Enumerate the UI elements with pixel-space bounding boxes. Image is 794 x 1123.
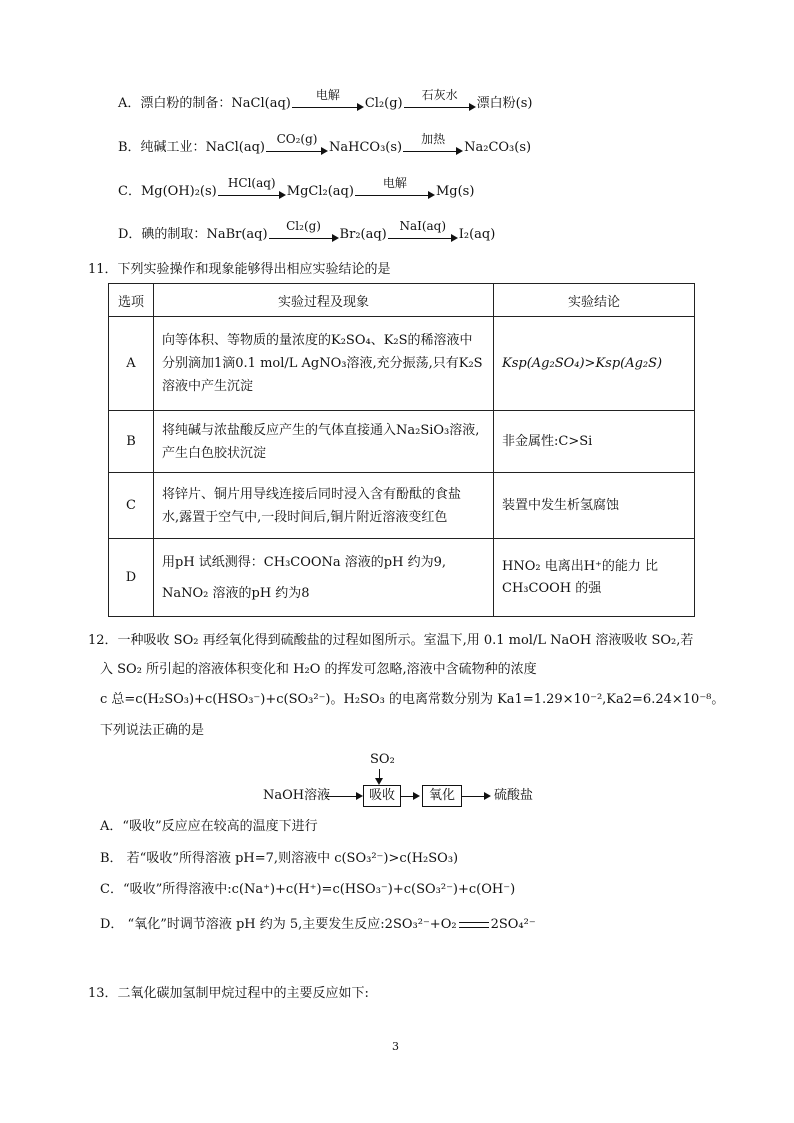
reaction-arrow bbox=[218, 176, 286, 204]
conclusion-line: 非金属性:C>Si bbox=[502, 433, 593, 449]
reaction-arrow bbox=[404, 88, 476, 116]
arrow-condition: 石灰水 bbox=[421, 88, 458, 102]
experiment-table bbox=[108, 283, 695, 617]
arrow-condition: HCl(aq) bbox=[227, 176, 276, 190]
conclusion-line: HNO₂ 电离出H⁺的能力 比 bbox=[502, 558, 659, 574]
table-header-row bbox=[109, 284, 695, 317]
reactant: NaCl(aq) bbox=[231, 96, 291, 111]
process-line: 分别滴加1滴0.1 mol/L AgNO₃溶液,充分振荡,只有K₂S bbox=[162, 356, 483, 371]
q10-option-d bbox=[118, 219, 496, 247]
option-label: D．碘的制取： bbox=[118, 227, 207, 242]
process-line: 用pH 试纸测得：CH₃COONa 溶液的pH 约为9, bbox=[162, 554, 447, 570]
reaction-arrow bbox=[292, 88, 364, 116]
process-line: 溶液中产生沉淀 bbox=[162, 379, 254, 394]
q13-stem: 13．二氧化碳加氢制甲烷过程中的主要反应如下: bbox=[88, 986, 369, 1001]
intermediate: Br₂(aq) bbox=[339, 227, 387, 242]
process-line: 水,露置于空气中,一段时间后,铜片附近溶液变红色 bbox=[162, 509, 448, 525]
flow-box-oxidize: 氧化 bbox=[422, 785, 462, 807]
reactant: NaBr(aq) bbox=[206, 227, 268, 242]
process-line: NaNO₂ 溶液的pH 约为8 bbox=[162, 585, 310, 601]
row-process bbox=[154, 473, 494, 539]
q12-stem-line1: 12．一种吸收 SO₂ 再经氧化得到硫酸盐的过程如图所示。室温下,用 0.1 mol/L NaOH 溶液吸收 SO₂,若 bbox=[88, 633, 694, 648]
q12-option-c: C．“吸收”所得溶液中:c(Na⁺)+c(H⁺)=c(HSO₃⁻)+c(SO₃²⁻)+c(OH⁻) bbox=[100, 882, 516, 897]
table-row bbox=[109, 473, 695, 539]
arrow-condition: 电解 bbox=[315, 88, 340, 102]
reaction-arrow bbox=[355, 176, 435, 204]
arrow-down-icon bbox=[375, 778, 383, 785]
header-process: 实验过程及现象 bbox=[154, 284, 494, 317]
option-label: C． bbox=[118, 184, 141, 199]
conclusion-line: Ksp(Ag₂SO₄)>Ksp(Ag₂S) bbox=[502, 355, 663, 371]
process-line: 将纯碱与浓盐酸反应产生的气体直接通入Na₂SiO₃溶液, bbox=[162, 422, 480, 438]
row-conclusion bbox=[494, 473, 695, 539]
q11-stem: 11．下列实验操作和现象能够得出相应实验结论的是 bbox=[88, 262, 391, 277]
flow-box-absorb: 吸收 bbox=[363, 785, 401, 807]
reactant: NaCl(aq) bbox=[205, 140, 266, 155]
q12-stem-line3: c 总=c(H₂SO₃)+c(HSO₃⁻)+c(SO₃²⁻)。H₂SO₃ 的电离常数分别为 Ka1=1.29×10⁻²,Ka2=6.24×10⁻⁸。 bbox=[100, 692, 725, 707]
q10-option-a bbox=[118, 88, 533, 116]
arrow-right-icon bbox=[484, 792, 491, 800]
row-conclusion bbox=[494, 317, 695, 411]
table-row bbox=[109, 411, 695, 473]
page-number: 3 bbox=[392, 1040, 399, 1053]
row-option: C bbox=[109, 473, 154, 539]
option-label: A．漂白粉的制备： bbox=[118, 96, 232, 111]
header-option: 选项 bbox=[109, 284, 154, 317]
intermediate: NaHCO₃(s) bbox=[329, 140, 403, 155]
conclusion-line: CH₃COOH 的强 bbox=[502, 580, 602, 596]
option-text: D． “氧化”时调节溶液 pH 约为 5,主要发生反应:2SO₃²⁻+O₂ bbox=[100, 917, 457, 932]
flow-start-label: NaOH溶液 bbox=[263, 788, 331, 803]
q10-option-c bbox=[118, 176, 475, 204]
header-conclusion: 实验结论 bbox=[494, 284, 695, 317]
reactant: Mg(OH)₂(s) bbox=[140, 184, 217, 199]
flow-input-label: SO₂ bbox=[370, 752, 395, 767]
equals-sign bbox=[459, 922, 489, 928]
arrow-right-icon bbox=[413, 792, 420, 800]
q12-option-d bbox=[100, 913, 536, 937]
product: I₂(aq) bbox=[458, 227, 496, 242]
option-label: B．纯碱工业： bbox=[118, 140, 206, 155]
row-process bbox=[154, 317, 494, 411]
q12-option-a: A．“吸收”反应应在较高的温度下进行 bbox=[100, 819, 318, 834]
intermediate: MgCl₂(aq) bbox=[286, 184, 354, 199]
intermediate: Cl₂(g) bbox=[364, 96, 403, 111]
process-line: 将锌片、铜片用导线连接后同时浸入含有酚酞的食盐 bbox=[162, 486, 462, 502]
row-conclusion bbox=[494, 411, 695, 473]
arrow-condition: 加热 bbox=[421, 132, 446, 146]
row-conclusion bbox=[494, 539, 695, 617]
arrow-condition: NaI(aq) bbox=[399, 219, 447, 233]
row-option: B bbox=[109, 411, 154, 473]
table-row bbox=[109, 539, 695, 617]
reaction-arrow bbox=[403, 132, 463, 160]
conclusion-line: 装置中发生析氢腐蚀 bbox=[502, 497, 620, 513]
process-line: 向等体积、等物质的量浓度的K₂SO₄、K₂S的稀溶液中 bbox=[162, 333, 473, 348]
arrow-condition: Cl₂(g) bbox=[286, 219, 321, 233]
reaction-arrow bbox=[269, 219, 339, 247]
row-process bbox=[154, 411, 494, 473]
q12-option-b: B． 若“吸收”所得溶液 pH=7,则溶液中 c(SO₃²⁻)>c(H₂SO₃) bbox=[100, 851, 459, 866]
q12-stem-line2: 入 SO₂ 所引起的溶液体积变化和 H₂O 的挥发可忽略,溶液中含硫物种的浓度 bbox=[100, 662, 537, 677]
reaction-arrow bbox=[266, 132, 328, 160]
flow-end-label: 硫酸盐 bbox=[494, 788, 534, 803]
row-option: D bbox=[109, 539, 154, 617]
arrow-right-icon bbox=[356, 792, 363, 800]
reaction-arrow bbox=[388, 219, 458, 247]
row-process bbox=[154, 539, 494, 617]
option-text-product: 2SO₄²⁻ bbox=[490, 917, 536, 932]
product: 漂白粉(s) bbox=[476, 96, 533, 111]
product: Na₂CO₃(s) bbox=[464, 140, 532, 155]
arrow-condition: 电解 bbox=[382, 176, 407, 190]
row-option: A bbox=[109, 317, 154, 411]
table-row bbox=[109, 317, 695, 411]
q12-stem-line4: 下列说法正确的是 bbox=[100, 723, 205, 738]
process-line: 产生白色胶状沉淀 bbox=[162, 445, 267, 461]
q10-option-b bbox=[118, 132, 532, 160]
arrow-condition: CO₂(g) bbox=[276, 132, 318, 146]
product: Mg(s) bbox=[435, 184, 475, 199]
